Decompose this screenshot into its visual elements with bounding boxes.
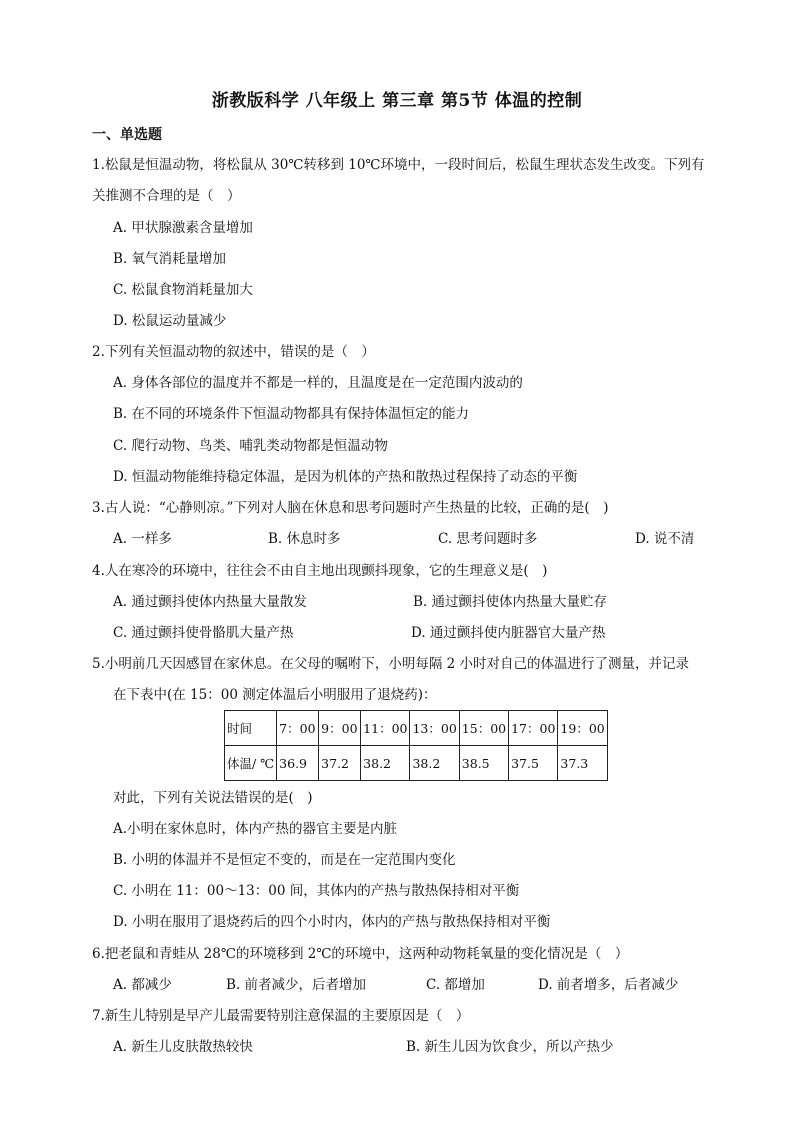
question-1-option-b: B. 氧气消耗量增加	[113, 251, 227, 267]
question-4-option-d: D. 通过颤抖使内脏器官大量产热	[411, 625, 606, 641]
question-4-stem: 4.人在寒冷的环境中，往往会不由自主地出现颤抖现象，它的生理意义是( )	[92, 563, 548, 579]
question-6-option-d: D. 前者增多，后者减少	[538, 977, 679, 993]
question-7-stem: 7.新生儿特别是早产儿最需要特别注意保温的主要原因是（ ）	[92, 1008, 470, 1024]
table-cell-time: 19：00	[558, 711, 607, 746]
question-3-option-c: C. 思考问题时多	[438, 531, 538, 547]
question-5-option-b: B. 小明的体温并不是恒定不变的，而是在一定范围内变化	[113, 852, 456, 868]
question-1-stem-line-1: 1.松鼠是恒温动物，将松鼠从 30℃转移到 10℃环境中，一段时间后，松鼠生理状态发生改变。下列有	[92, 157, 705, 173]
table-cell-time: 9：00	[319, 711, 361, 746]
question-2-option-c: C. 爬行动物、鸟类、哺乳类动物都是恒温动物	[113, 438, 388, 454]
table-row-temperature	[225, 746, 608, 781]
question-6-option-a: A. 都减少	[113, 977, 172, 993]
question-4-option-b: B. 通过颤抖使体内热量大量贮存	[413, 594, 608, 610]
question-5-option-a: A.小明在家休息时，体内产热的器官主要是内脏	[113, 821, 398, 837]
table-cell-temperature: 38.2	[410, 746, 459, 781]
page-title: 浙教版科学 八年级上 第三章 第5节 体温的控制	[211, 91, 583, 111]
question-3-option-a: A. 一样多	[113, 531, 172, 547]
section-heading: 一、单选题	[92, 127, 162, 143]
table-cell-time: 17：00	[509, 711, 558, 746]
question-6-option-c: C. 都增加	[426, 977, 485, 993]
question-3-option-d: D. 说不清	[635, 531, 695, 547]
question-2-option-d: D. 恒温动物能维持稳定体温，是因为机体的产热和散热过程保持了动态的平衡	[113, 469, 578, 485]
question-7-option-b: B. 新生儿因为饮食少，所以产热少	[406, 1039, 614, 1055]
table-cell-time: 11：00	[361, 711, 410, 746]
table-cell-temperature: 38.5	[459, 746, 508, 781]
table-cell-temperature: 37.5	[509, 746, 558, 781]
table-cell-temperature: 37.3	[558, 746, 607, 781]
table-header-temperature: 体温/ ℃	[225, 746, 277, 781]
question-5-stem-line-1: 5.小明前几天因感冒在家休息。在父母的嘱咐下，小明每隔 2 小时对自己的体温进行了测量，并记录	[92, 656, 690, 672]
table-header-time: 时间	[225, 711, 277, 746]
temperature-table	[224, 710, 608, 781]
table-cell-time: 13：00	[410, 711, 459, 746]
question-1-option-a: A. 甲状腺激素含量增加	[113, 220, 253, 236]
table-cell-temperature: 37.2	[319, 746, 361, 781]
question-2-stem: 2.下列有关恒温动物的叙述中，错误的是（ ）	[92, 344, 375, 360]
question-6-stem: 6.把老鼠和青蛙从 28℃的环境移到 2℃的环境中，这两种动物耗氧量的变化情况是（ ）	[92, 946, 629, 962]
question-1-option-c: C. 松鼠食物消耗量加大	[113, 282, 253, 298]
question-3-stem: 3.古人说：“心静则凉。”下列对人脑在休息和思考问题时产生热量的比较，正确的是( )	[92, 500, 609, 516]
table-cell-time: 15：00	[459, 711, 508, 746]
question-1-option-d: D. 松鼠运动量减少	[113, 313, 227, 329]
question-2-option-a: A. 身体各部位的温度并不都是一样的，且温度是在一定范围内波动的	[113, 375, 523, 391]
question-3-option-b: B. 休息时多	[268, 531, 341, 547]
question-2-option-b: B. 在不同的环境条件下恒温动物都具有保持体温恒定的能力	[113, 406, 470, 422]
table-cell-temperature: 36.9	[277, 746, 319, 781]
table-cell-time: 7：00	[277, 711, 319, 746]
question-5-prompt: 对此，下列有关说法错误的是( )	[113, 790, 313, 806]
table-row-time	[225, 711, 608, 746]
question-4-option-a: A. 通过颤抖使体内热量大量散发	[113, 594, 307, 610]
question-1-stem-line-2: 关推测不合理的是（ ）	[92, 188, 241, 204]
question-5-option-c: C. 小明在 11：00～13：00 间，其体内的产热与散热保持相对平衡	[113, 883, 520, 899]
question-5-stem-line-2: 在下表中(在 15：00 测定体温后小明服用了退烧药)：	[113, 687, 437, 703]
table-cell-temperature: 38.2	[361, 746, 410, 781]
question-6-option-b: B. 前者减少，后者增加	[226, 977, 367, 993]
question-4-option-c: C. 通过颤抖使骨骼肌大量产热	[113, 625, 294, 641]
question-7-option-a: A. 新生儿皮肤散热较快	[113, 1039, 253, 1055]
question-5-option-d: D. 小明在服用了退烧药后的四个小时内，体内的产热与散热保持相对平衡	[113, 914, 551, 930]
